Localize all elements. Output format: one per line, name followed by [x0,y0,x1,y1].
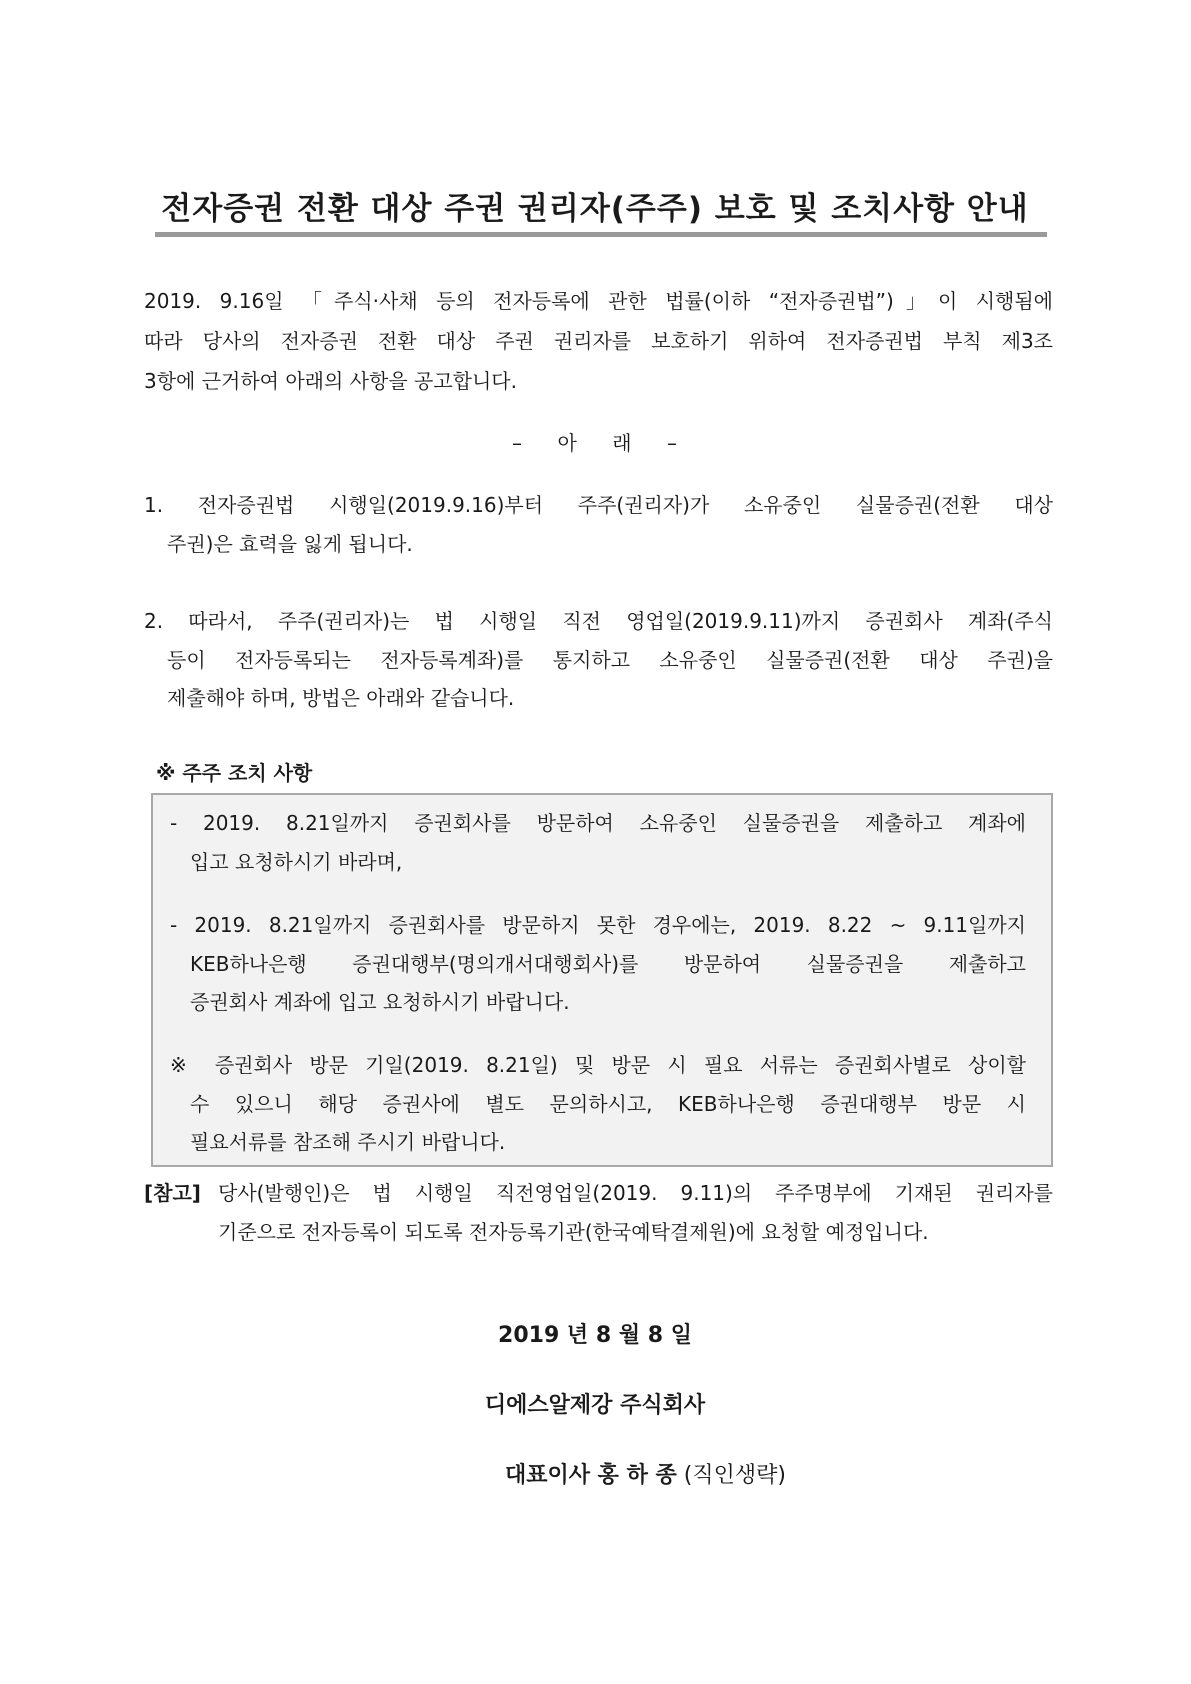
box-bullet-1-line-2: 입고 요청하시기 바라며, [190,850,403,874]
intro-line-3: 3항에 근거하여 아래의 사항을 공고합니다. [144,369,517,393]
box-bullet-2-line-3: 증권회사 계좌에 입고 요청하시기 바랍니다. [190,990,570,1014]
title-underline [155,232,1047,237]
representative-name: 대표이사 홍 하 종 [505,1463,677,1488]
box-bullet-2-line-2: KEB하나은행 증권대행부(명의개서대행회사)를 방문하여 실물증권을 제출하고 [190,952,1026,976]
reference-label: [참고] [144,1181,201,1205]
company-name: 디에스알제강 주식회사 [484,1393,706,1418]
box-note-line-3: 필요서류를 참조해 주시기 바랍니다. [190,1130,506,1154]
box-bullet-1-line-1: - 2019. 8.21일까지 증권회사를 방문하여 소유중인 실물증권을 제출하고 계좌에 [170,811,1026,835]
item-1-line-2: 주권)은 효력을 잃게 됩니다. [167,532,413,556]
seal-omitted-note: (직인생략) [683,1463,786,1488]
item-2-line-3: 제출해야 하며, 방법은 아래와 같습니다. [167,686,515,710]
box-note-line-1: ※ 증권회사 방문 기일(2019. 8.21일) 및 방문 시 필요 서류는 증권회사별로 상이할 [170,1053,1026,1077]
intro-line-2: 따라 당사의 전자증권 전환 대상 주권 권리자를 보호하기 위하여 전자증권법 부칙 제3조 [144,329,1053,353]
item-1-line-1: 1. 전자증권법 시행일(2019.9.16)부터 주주(권리자)가 소유중인 실물증권(전환 대상 [144,493,1053,517]
reference-line-1: 당사(발행인)은 법 시행일 직전영업일(2019. 9.11)의 주주명부에 기재된 권리자를 [218,1181,1053,1205]
item-2-line-2: 등이 전자등록되는 전자등록계좌)를 통지하고 소유중인 실물증권(전환 대상 주권)을 [167,648,1053,672]
item-2-line-1: 2. 따라서, 주주(권리자)는 법 시행일 직전 영업일(2019.9.11)까지 증권회사 계좌(주식 [144,609,1053,633]
reference-line-2: 기준으로 전자등록이 되도록 전자등록기관(한국예탁결제원)에 요청할 예정입니다. [218,1220,929,1244]
separator-heading: – 아 래 – [512,431,677,455]
document-title: 전자증권 전환 대상 주권 권리자(주주) 보호 및 조치사항 안내 [161,191,1029,227]
intro-line-1: 2019. 9.16일 「주식·사채 등의 전자등록에 관한 법률(이하 “전자증권법”)」이 시행됨에 [144,289,1053,313]
section-heading: ※ 주주 조치 사항 [156,761,313,785]
box-note-line-2: 수 있으니 해당 증권사에 별도 문의하시고, KEB하나은행 증권대행부 방문 시 [190,1092,1026,1116]
notice-date: 2019 년 8 월 8 일 [498,1323,692,1348]
representative-line [505,1465,905,1487]
box-bullet-2-line-1: - 2019. 8.21일까지 증권회사를 방문하지 못한 경우에는, 2019. 8.22 ~ 9.11일까지 [170,913,1026,937]
